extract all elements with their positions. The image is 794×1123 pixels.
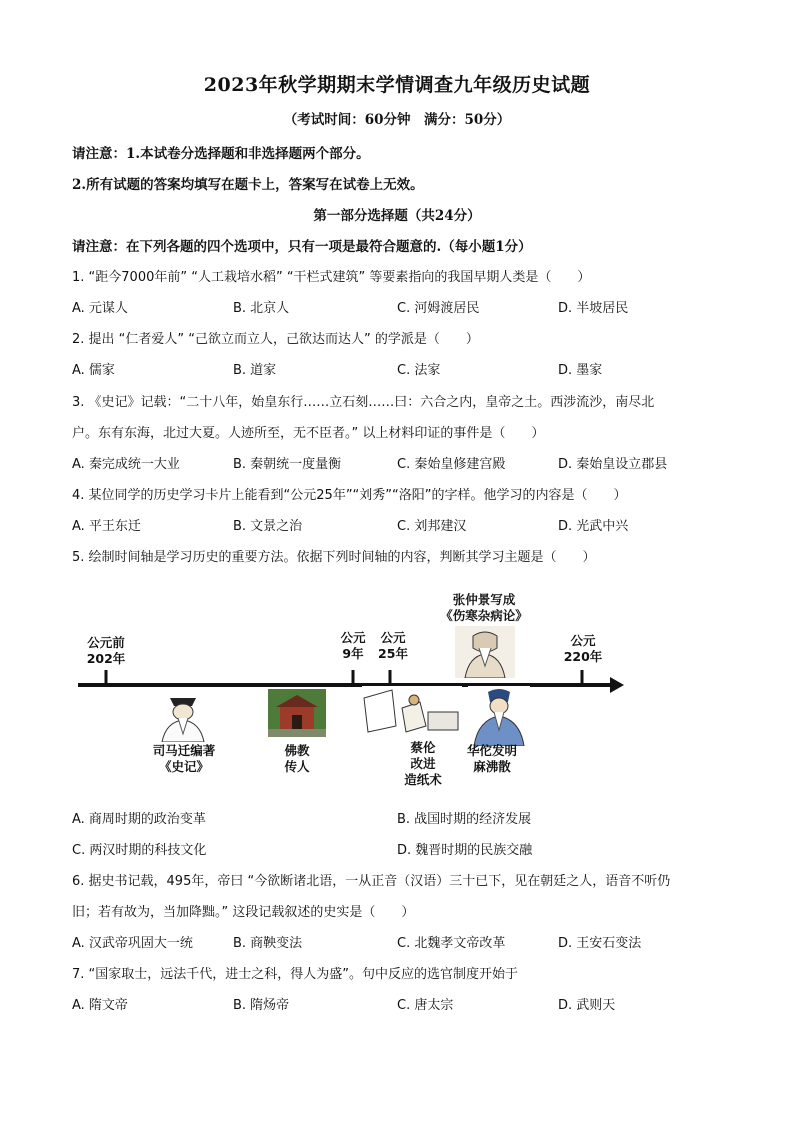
q6-option-b: B. 商鞅变法 xyxy=(233,936,303,951)
q1-option-d: D. 半坡居民 xyxy=(558,301,629,316)
q5-option-a: A. 商周时期的政治变革 xyxy=(72,812,206,827)
tick-label-220ad: 公元 220年 xyxy=(563,633,603,664)
q4-option-c: C. 刘邦建汉 xyxy=(397,519,467,534)
question-2: 2. 提出 “仁者爱人” “己欲立而立人，己欲达而达人” 的学派是（ ） xyxy=(72,332,479,347)
q2-option-a: A. 儒家 xyxy=(72,363,115,378)
hua-tuo-illustration xyxy=(468,686,530,746)
q5-option-c: C. 两汉时期的科技文化 xyxy=(72,843,207,858)
question-1: 1. “距今7000年前” “人工栽培水稻” “干栏式建筑” 等要素指向的我国早期人类是（ ） xyxy=(72,270,591,285)
q2-option-c: C. 法家 xyxy=(397,363,441,378)
zhang-zhongjing-illustration xyxy=(455,626,515,678)
event-buddhism: 佛教 传人 xyxy=(284,743,310,774)
q4-option-d: D. 光武中兴 xyxy=(558,519,629,534)
tick-label-202bc: 公元前 202年 xyxy=(86,635,126,666)
q7-option-d: D. 武则天 xyxy=(558,998,616,1013)
note-2: 2.所有试题的答案均填写在题卡上，答案写在试卷上无效。 xyxy=(72,177,424,193)
tick-label-25ad: 公元 25年 xyxy=(378,630,408,661)
question-4: 4. 某位同学的历史学习卡片上能看到“公元25年”“刘秀”“洛阳”的字样。他学习的内容是（ ） xyxy=(72,488,627,503)
section-heading: 第一部分选择题（共24分） xyxy=(313,208,481,224)
sima-qian-illustration xyxy=(154,690,212,742)
cai-lun-papermaking-illustration xyxy=(362,686,462,736)
buddhism-temple-photo xyxy=(268,689,326,737)
q2-option-d: D. 墨家 xyxy=(558,363,603,378)
q1-option-a: A. 元谋人 xyxy=(72,301,128,316)
q6-option-d: D. 王安石变法 xyxy=(558,936,642,951)
q3-option-d: D. 秦始皇设立郡县 xyxy=(558,457,668,472)
q3-option-b: B. 秦朝统一度量衡 xyxy=(233,457,342,472)
note-1: 请注意：1.本试卷分选择题和非选择题两个部分。 xyxy=(72,146,370,162)
event-sima-qian: 司马迁编著 《史记》 xyxy=(152,743,216,774)
q5-option-d: D. 魏晋时期的民族交融 xyxy=(397,843,533,858)
event-cai-lun: 蔡伦 改进 造纸术 xyxy=(404,740,442,787)
q4-option-a: A. 平王东迁 xyxy=(72,519,141,534)
q3-option-a: A. 秦完成统一大业 xyxy=(72,457,180,472)
timeline-figure xyxy=(72,580,632,800)
event-hua-tuo: 华佗发明 麻沸散 xyxy=(466,743,517,774)
section-instruction: 请注意：在下列各题的四个选项中，只有一项是最符合题意的.（每小题1分） xyxy=(72,239,532,255)
tick-label-9ad: 公元 9年 xyxy=(340,630,366,661)
exam-info: （考试时间：60分钟 满分：50分） xyxy=(283,112,511,128)
question-6-line-2: 旧；若有故为，当加降黜。” 这段记载叙述的史实是（ ） xyxy=(72,905,415,920)
question-6-line-1: 6. 据史书记载，495年，帝曰 “今欲断诸北语，一从正音（汉语）三十已下，见在朝廷之人，语音不听仍 xyxy=(72,874,671,889)
page-title: 2023年秋学期期末学情调查九年级历史试题 xyxy=(203,74,591,96)
question-7: 7. “国家取士，远法千代，进士之科，得人为盛”。句中反应的选官制度开始于 xyxy=(72,967,519,982)
q4-option-b: B. 文景之治 xyxy=(233,519,303,534)
q5-option-b: B. 战国时期的经济发展 xyxy=(397,812,532,827)
q7-option-b: B. 隋炀帝 xyxy=(233,998,290,1013)
q2-option-b: B. 道家 xyxy=(233,363,277,378)
q6-option-a: A. 汉武帝巩固大一统 xyxy=(72,936,193,951)
question-3-line-2: 户。东有东海，北过大夏。人迹所至，无不臣者。” 以上材料印证的事件是（ ） xyxy=(72,426,545,441)
q1-option-b: B. 北京人 xyxy=(233,301,290,316)
question-5: 5. 绘制时间轴是学习历史的重要方法。依据下列时间轴的内容，判断其学习主题是（ ） xyxy=(72,550,596,565)
q3-option-c: C. 秦始皇修建宫殿 xyxy=(397,457,506,472)
q6-option-c: C. 北魏孝文帝改革 xyxy=(397,936,506,951)
event-zhang-zhongjing: 张仲景写成 《伤寒杂病论》 xyxy=(440,592,528,623)
q7-option-c: C. 唐太宗 xyxy=(397,998,454,1013)
question-3-line-1: 3. 《史记》记载：“二十八年，始皇东行……立石刻……曰：六合之内，皇帝之土。西涉流沙，南尽北 xyxy=(72,395,655,410)
q1-option-c: C. 河姆渡居民 xyxy=(397,301,480,316)
q7-option-a: A. 隋文帝 xyxy=(72,998,128,1013)
